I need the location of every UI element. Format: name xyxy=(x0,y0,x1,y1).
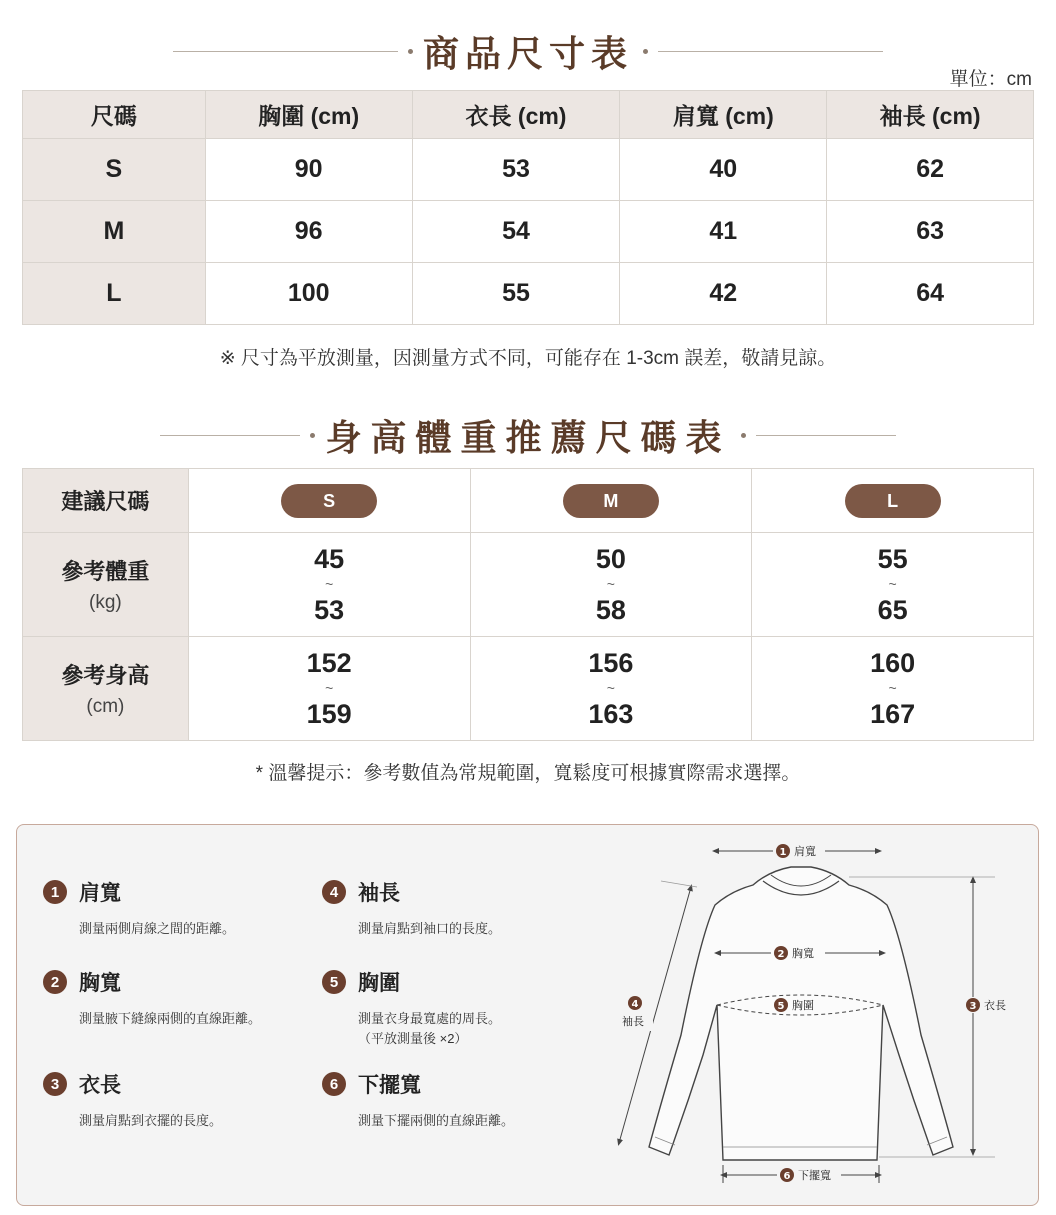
height-max: 163 xyxy=(588,698,634,729)
header-length: 衣長 (cm) xyxy=(412,91,620,139)
weight-range-cell xyxy=(470,533,752,637)
range-separator: ~ xyxy=(606,575,615,592)
number-badge: 4 xyxy=(322,880,346,904)
guide-item-name: 胸圍 xyxy=(358,972,400,995)
weight-min: 50 xyxy=(595,543,626,574)
weight-row xyxy=(23,533,1034,637)
weight-range-cell xyxy=(752,533,1034,637)
height-label: 參考身高 xyxy=(61,663,150,688)
shoulder-cell: 42 xyxy=(620,263,827,325)
guide-item-chest-width xyxy=(43,967,261,1029)
guide-item-desc: 測量衣身最寬處的周長。 （平放測量後 ×2） xyxy=(358,1011,502,1047)
number-badge: 6 xyxy=(322,1072,346,1096)
height-label-cell xyxy=(23,637,189,741)
measurement-guide-panel xyxy=(16,824,1039,1206)
recommendation-title: 身高體重推薦尺碼表 xyxy=(325,417,731,459)
size-cell: L xyxy=(23,263,206,325)
title-dot xyxy=(408,49,413,54)
guide-item-desc: 測量下擺兩側的直線距離。 xyxy=(358,1113,515,1128)
badge-3-text: 3 xyxy=(969,1001,977,1012)
guide-item-length xyxy=(43,1069,222,1131)
sleeve-cell: 62 xyxy=(827,139,1034,201)
sweater-outline xyxy=(649,867,953,1160)
range-separator: ~ xyxy=(888,575,897,592)
height-range-cell xyxy=(188,637,470,741)
weight-label-cell xyxy=(23,533,189,637)
range-separator: ~ xyxy=(606,679,615,696)
size-table xyxy=(22,90,1034,325)
range-separator: ~ xyxy=(325,575,334,592)
size-pill-m: M xyxy=(563,484,659,518)
size-pill-l: L xyxy=(845,484,941,518)
weight-min: 55 xyxy=(877,543,908,574)
height-range-cell xyxy=(470,637,752,741)
badge-1-text: 1 xyxy=(779,847,787,858)
table-row xyxy=(23,263,1034,325)
table-row xyxy=(23,139,1034,201)
weight-range-cell xyxy=(188,533,470,637)
height-min: 152 xyxy=(306,647,352,678)
sleeve-cell: 64 xyxy=(827,263,1034,325)
guide-item-name: 袖長 xyxy=(358,882,400,905)
recommendation-table xyxy=(22,468,1034,741)
sleeve-label: 袖長 xyxy=(622,1015,644,1028)
shoulder-cell: 40 xyxy=(620,139,827,201)
height-max: 159 xyxy=(306,698,352,729)
title-divider-left xyxy=(160,435,300,436)
number-badge: 1 xyxy=(43,880,67,904)
size-table-heading xyxy=(0,26,1056,77)
bust-cell: 96 xyxy=(205,201,412,263)
size-table-title: 商品尺寸表 xyxy=(422,33,633,75)
guide-item-desc: 測量腋下縫線兩側的直線距離。 xyxy=(79,1011,262,1026)
guide-item-sleeve xyxy=(322,877,501,939)
guide-item-desc: 測量肩點到袖口的長度。 xyxy=(358,921,502,936)
number-badge: 5 xyxy=(322,970,346,994)
shoulder-label: 肩寬 xyxy=(794,845,816,858)
weight-label: 參考體重 xyxy=(61,559,150,584)
size-cell: M xyxy=(23,201,206,263)
unit-label: 單位：cm xyxy=(949,69,1032,90)
size-pill-cell xyxy=(752,469,1034,533)
tip-note: * 溫馨提示：參考數值為常規範圍，寬鬆度可根據實際需求選擇。 xyxy=(255,763,801,784)
height-min: 160 xyxy=(870,647,916,678)
table-row xyxy=(23,201,1034,263)
recommendation-heading xyxy=(0,410,1056,461)
height-range-cell xyxy=(752,637,1034,741)
badge-2-text: 2 xyxy=(777,949,785,960)
guide-item-chest-circumference xyxy=(322,967,501,1049)
guide-item-desc: 測量兩側肩線之間的距離。 xyxy=(79,921,236,936)
size-pill-s: S xyxy=(281,484,377,518)
range-separator: ~ xyxy=(888,679,897,696)
sleeve-guide-top xyxy=(661,881,697,887)
length-cell: 55 xyxy=(412,263,620,325)
guide-item-name: 肩寬 xyxy=(79,882,121,905)
recommended-size-label: 建議尺碼 xyxy=(23,469,189,533)
weight-unit: (kg) xyxy=(89,592,122,613)
weight-max: 65 xyxy=(877,594,908,625)
guide-item-name: 胸寬 xyxy=(79,972,121,995)
header-bust: 胸圍 (cm) xyxy=(205,91,412,139)
chest-circ-label: 胸圍 xyxy=(792,999,814,1012)
weight-max: 53 xyxy=(314,594,345,625)
badge-5-text: 5 xyxy=(777,1001,785,1012)
badge-4-text: 4 xyxy=(631,999,639,1010)
size-table-header-row xyxy=(23,91,1034,139)
chest-width-label: 胸寬 xyxy=(792,947,814,960)
length-cell: 54 xyxy=(412,201,620,263)
sweater-measurement-diagram xyxy=(603,835,1023,1195)
guide-item-hem xyxy=(322,1069,514,1131)
length-label: 衣長 xyxy=(984,999,1006,1012)
guide-item-shoulder xyxy=(43,877,235,939)
height-row xyxy=(23,637,1034,741)
length-cell: 53 xyxy=(412,139,620,201)
recommended-size-row xyxy=(23,469,1034,533)
weight-max: 58 xyxy=(595,594,626,625)
number-badge: 3 xyxy=(43,1072,67,1096)
height-max: 167 xyxy=(870,698,916,729)
weight-min: 45 xyxy=(314,543,345,574)
title-dot xyxy=(741,433,746,438)
bust-cell: 100 xyxy=(205,263,412,325)
guide-item-name: 衣長 xyxy=(79,1074,121,1097)
header-sleeve: 袖長 (cm) xyxy=(827,91,1034,139)
height-unit: (cm) xyxy=(86,696,125,717)
bust-cell: 90 xyxy=(205,139,412,201)
title-divider-right xyxy=(658,51,883,52)
range-separator: ~ xyxy=(325,679,334,696)
number-badge: 2 xyxy=(43,970,67,994)
badge-6-text: 6 xyxy=(783,1171,791,1182)
header-shoulder: 肩寬 (cm) xyxy=(620,91,827,139)
size-cell: S xyxy=(23,139,206,201)
guide-item-desc: 測量肩點到衣擺的長度。 xyxy=(79,1113,223,1128)
shoulder-cell: 41 xyxy=(620,201,827,263)
size-pill-cell xyxy=(188,469,470,533)
header-size: 尺碼 xyxy=(23,91,206,139)
height-min: 156 xyxy=(588,647,634,678)
sleeve-cell: 63 xyxy=(827,201,1034,263)
title-dot xyxy=(643,49,648,54)
hem-label: 下擺寬 xyxy=(798,1169,831,1182)
guide-item-name: 下擺寬 xyxy=(358,1074,421,1097)
title-divider-left xyxy=(173,51,398,52)
measurement-note: ※ 尺寸為平放測量，因測量方式不同，可能存在 1-3cm 誤差，敬請見諒。 xyxy=(219,348,837,369)
title-dot xyxy=(310,433,315,438)
size-pill-cell xyxy=(470,469,752,533)
title-divider-right xyxy=(756,435,896,436)
